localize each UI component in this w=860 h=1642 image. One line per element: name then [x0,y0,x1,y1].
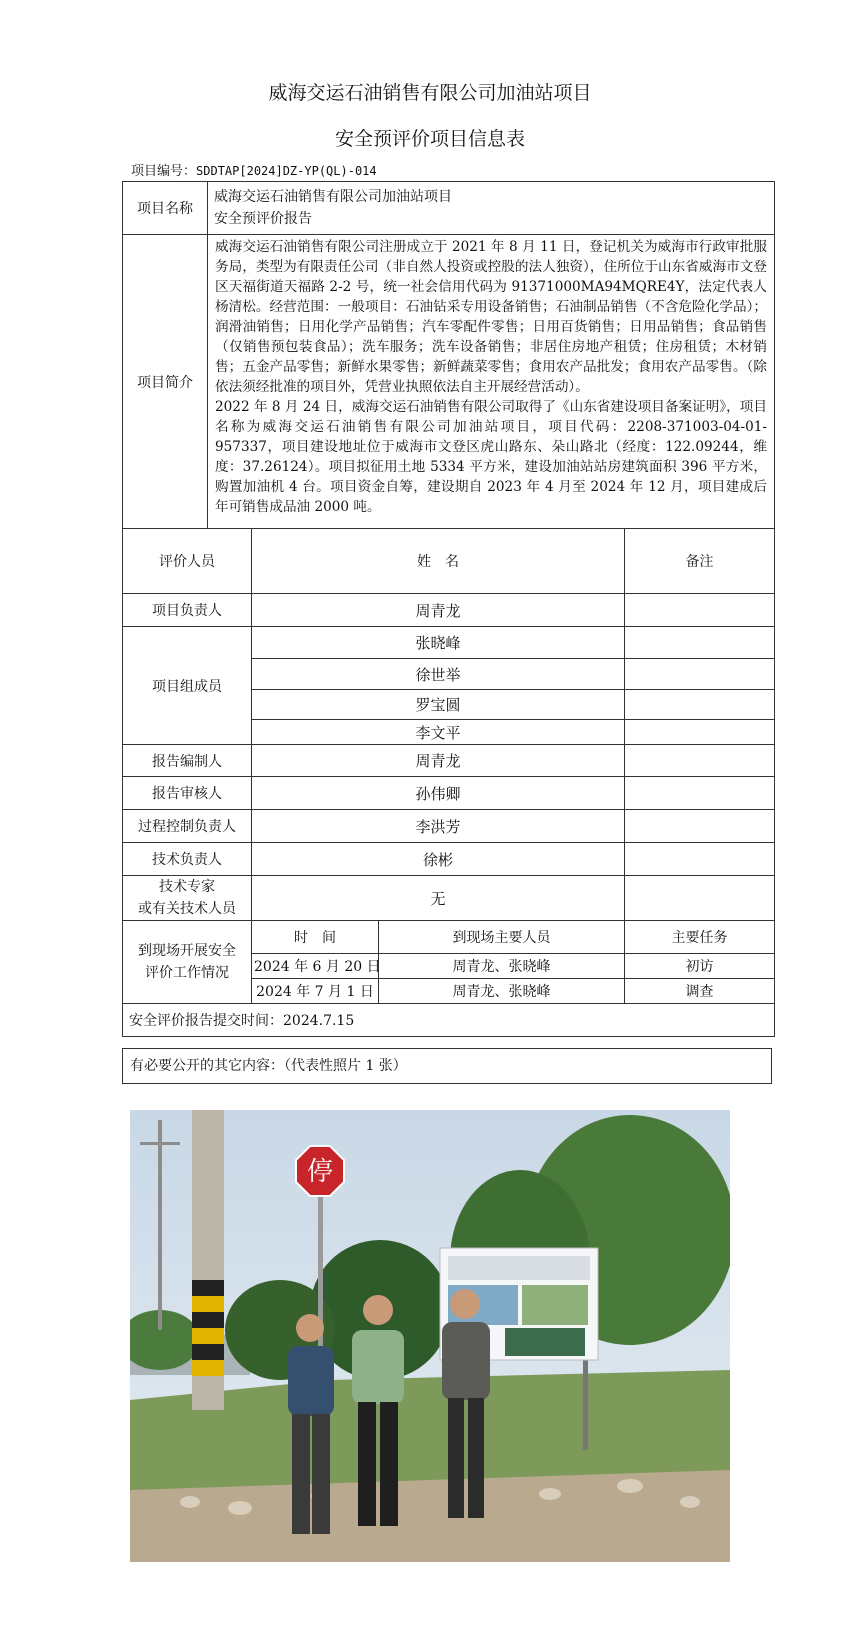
document-subtitle: 安全预评价项目信息表 [334,128,525,150]
visit-task-header: 主要任务 [625,921,775,954]
reviewer-label: 报告审核人 [123,777,252,810]
reviewer-name: 孙伟卿 [252,777,625,810]
site-visit-label [123,921,252,1004]
staff-role-header: 评价人员 [123,529,252,594]
compiler-label: 报告编制人 [123,745,252,777]
public-content-note: 有必要公开的其它内容：（代表性照片 1 张） [122,1048,772,1084]
visit-task: 初访 [625,954,775,979]
document-title: 威海交运石油销售有限公司加油站项目 [268,82,592,104]
stop-sign-text: 停 [306,1157,334,1187]
member-name: 李文平 [252,720,625,745]
leader-name: 周青龙 [252,594,625,627]
leader-note [625,594,775,627]
tech-name: 徐彬 [252,843,625,876]
site-visit-label-line1: 到现场开展安全 [138,943,236,959]
project-intro-cell [208,235,775,529]
staff-name-header: 姓 名 [252,529,625,594]
project-code-label: 项目编号： [131,164,197,179]
tech-label: 技术负责人 [123,843,252,876]
compiler-name: 周青龙 [252,745,625,777]
visit-date: 2024 年 6 月 20 日 [252,954,379,979]
project-intro-label: 项目简介 [123,235,208,529]
visit-people-header: 到现场主要人员 [379,921,625,954]
project-name-line1: 威海交运石油销售有限公司加油站项目 [214,189,452,205]
expert-name: 无 [252,876,625,921]
project-code-value: SDDTAP[2024]DZ-YP(QL)-014 [196,164,377,178]
process-note [625,810,775,843]
tech-note [625,843,775,876]
submission-time: 安全评价报告提交时间：2024.7.15 [123,1004,775,1037]
project-name-label: 项目名称 [123,182,208,235]
member-name: 罗宝圆 [252,690,625,720]
concrete-pole [192,1110,224,1410]
members-label: 项目组成员 [123,627,252,745]
visit-people: 周青龙、张晓峰 [379,979,625,1004]
expert-label-line1: 技术专家 [159,879,215,895]
member-name: 徐世举 [252,659,625,690]
visit-date: 2024 年 7 月 1 日 [252,979,379,1004]
visit-time-header: 时 间 [252,921,379,954]
site-photo-illustration [130,1110,730,1562]
member-note [625,627,775,659]
staff-note-header: 备注 [625,529,775,594]
leader-label: 项目负责人 [123,594,252,627]
reviewer-note [625,777,775,810]
member-note [625,659,775,690]
process-label: 过程控制负责人 [123,810,252,843]
site-photo [130,1110,730,1562]
project-name-cell [208,182,775,235]
project-code [131,160,377,179]
project-name-line2: 安全预评价报告 [214,211,312,227]
expert-note [625,876,775,921]
member-name: 张晓峰 [252,627,625,659]
process-name: 李洪芳 [252,810,625,843]
visit-task: 调查 [625,979,775,1004]
compiler-note [625,745,775,777]
member-note [625,690,775,720]
member-note [625,720,775,745]
info-table [122,181,775,1037]
expert-label-line2: 或有关技术人员 [138,901,236,917]
site-visit-label-line2: 评价工作情况 [145,965,229,981]
expert-label [123,876,252,921]
visit-people: 周青龙、张晓峰 [379,954,625,979]
project-intro-paragraph-1: 威海交运石油销售有限公司注册成立于 2021 年 8 月 11 日，登记机关为威海市行政审批服务局，类型为有限责任公司（非自然人投资或控股的法人独资），住所位于山东省威海市文登区天福街道天福路 2-2 号，统一社会信用代码为 91371000MA94MQRE4Y，法定代表人杨清松。经营范围：一般项目：石油钻采专用设备销售；石油制品销售（不含危险化学品）；润滑油销售；日用化学产品销售；汽车零配件零售；日用百货销售；日用品销售；食品销售（仅销售预包装食品）；洗车服务；洗车设备销售；非居住房地产租赁；住房租赁；木材销售；五金产品零售；新鲜水果零售；新鲜蔬菜零售；食用农产品批发；食用农产品零售。（除依法须经批准的项目外，凭营业执照依法自主开展经营活动）。 [215,239,767,395]
project-intro-paragraph-2: 2022 年 8 月 24 日，威海交运石油销售有限公司取得了《山东省建设项目备案证明》，项目名称为威海交运石油销售有限公司加油站项目，项目代码：2208-371003-04-01-957337，项目建设地址位于威海市文登区虎山路东、朵山路北（经度：122.09244，维度：37.26124）。项目拟征用土地 5334 平方米，建设加油站站房建筑面积 396 平方米，购置加油机 4 台。项目资金自筹，建设期自 2023 年 4 月至 2024 年 12 月，项目建成后年可销售成品油 2000 吨。 [215,399,767,515]
